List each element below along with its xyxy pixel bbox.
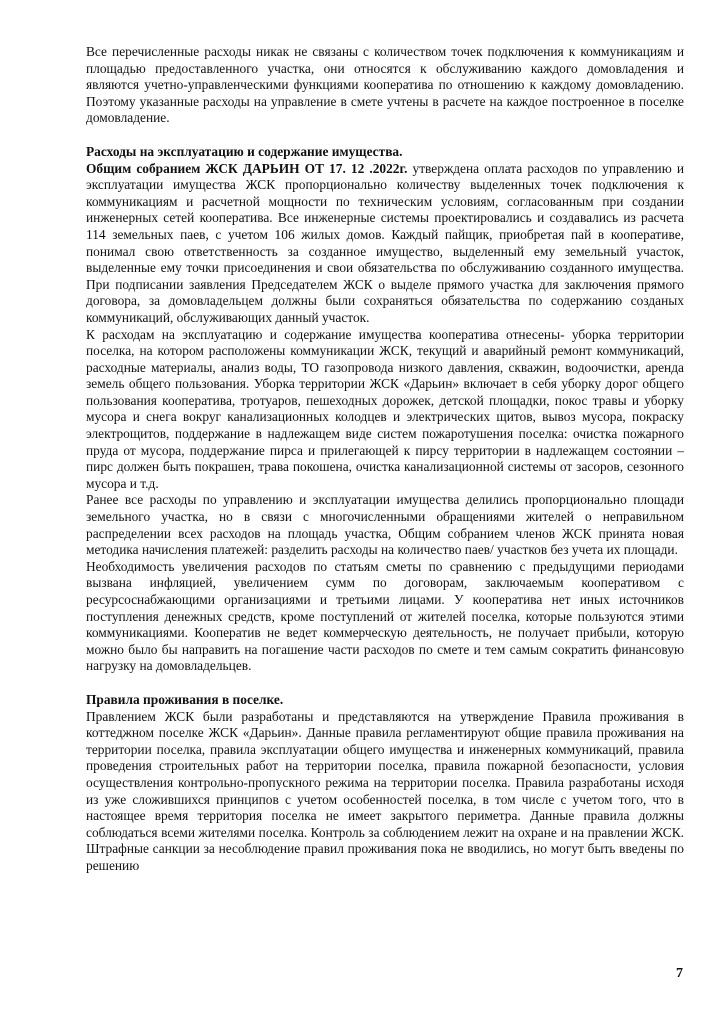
section-heading-operation-costs: Расходы на эксплуатацию и содержание имущества. <box>86 143 403 159</box>
paragraph-living-rules: Правлением ЖСК были разработаны и представляются на утверждение Правила проживания в коттеджном поселке ЖСК «Дарьин». Данные правила регламентируют общие правила проживания на территории поселка, правила эксплуатации общего имущества и инженерных коммуникаций, правила проведения строительных работ на территории поселка, правила пожарной безопасности, условия осуществления контрольно-пропускного режима на территории поселка. Правила разработаны исходя из уже сложившихся принципов с учетом особенностей поселка, в том числе с учетом того, что в настоящее время территория поселка не имеет закрытого периметра. Данные правила должны соблюдаться всеми жителями поселка. Контроль за соблюдением лежит на охране и на правлении ЖСК. Штрафные санкции за несоблюдение правил проживания пока не вводились, но могут быть введены по решению <box>86 708 684 873</box>
paragraph-previous-method: Ранее все расходы по управлению и эксплуатации имущества делились пропорционально площади земельного участка, но в связи с многочисленными обращениями жителей о неправильном распределении всех расходов на площадь участка, Общим собранием членов ЖСК принята новая методика начисления платежей: разделить расходы на количество паев/ участков без учета их площади. <box>86 492 684 558</box>
section-heading-living-rules: Правила проживания в поселке. <box>86 691 284 707</box>
paragraph-cost-increase: Необходимость увеличения расходов по статьям сметы по сравнению с предыдущими периодами вызвана инфляцией, увеличением сумм по договорам, заключаемым кооперативом с ресурсоснабжающими организациями и третьими лицами. У кооператива нет иных источников поступления денежных средств, кроме поступлений от жителей поселка, которые пользуются этими коммуникациями. Кооператив не ведет коммерческую деятельность, не получает прибыли, которую можно было бы направить на погашение части расходов по смете и тем самым сократить финансовую нагрузку на домовладельцев. <box>86 558 684 674</box>
paragraph-gap <box>86 675 684 692</box>
paragraph-gap <box>86 127 684 144</box>
paragraph-operation-expenses: К расходам на эксплуатацию и содержание имущества кооператива отнесены- уборка территории поселка, на котором расположены коммуникации ЖСК, текущий и аварийный ремонт коммуникаций, расходные материалы, анализ воды, ТО газопровода низкого давления, скважин, водоочистки, аренда земель общего пользования. Уборка территории ЖСК «Дарьин» включает в себя уборку дорог общего пользования кооператива, тротуаров, пешеходных дорожек, детской площадки, покос травы и уборку мусора и снега вокруг канализационных колодцев и электрических щитов, вывоз мусора, покраску электрощитов, поддержание в надлежащем виде систем пожаротушения поселка: очистка пожарного пруда от мусора, поддержание пирса и прилегающей к пирсу территории в надлежащем состоянии – пирс должен быть покрашен, трава покошена, очистка канализационной системы от засоров, сезонного мусора и т.д. <box>86 326 684 491</box>
general-meeting-lead: Общим собранием ЖСК ДАРЬИН ОТ 17. 12 .2022г. <box>86 160 408 176</box>
paragraph-general-meeting <box>86 161 684 327</box>
page-body <box>86 44 684 875</box>
page-number: 7 <box>676 966 683 981</box>
general-meeting-text: утверждена оплата расходов по управлению и эксплуатации имущества ЖСК пропорционально количеству выделенных точек подключения к коммуникациям и расчетной мощности по техническим условиям, согласованным при создании инженерных сетей кооператива. Все инженерные системы проектировались и создавались из расчета 114 земельных паев, с учетом 106 жилых домов. Каждый пайщик, приобретая пай в кооперативе, понимал свою ответственность за созданное имущество, выделенный ему земельный участок, выделенные ему точки присоединения и свои обязательства по обслуживанию созданного имущества. При подписании заявления Председателем ЖСК о выделе прямого участка для заключения прямого договора, за домовладельцем должны были сохраняться обязательства по содержанию созданых коммуникаций, обслуживающих данный участок. <box>86 160 684 325</box>
paragraph-management-costs: Все перечисленные расходы никак не связаны с количеством точек подключения к коммуникациям и площадью предоставленного участка, они относятся к обслуживанию каждого домовладения и являются учетно-управленческими функциями кооператива по отношению к каждому домовладению. Поэтому указанные расходы на управление в смете учтены в расчете на каждое построенное в поселке домовладение. <box>86 44 684 126</box>
